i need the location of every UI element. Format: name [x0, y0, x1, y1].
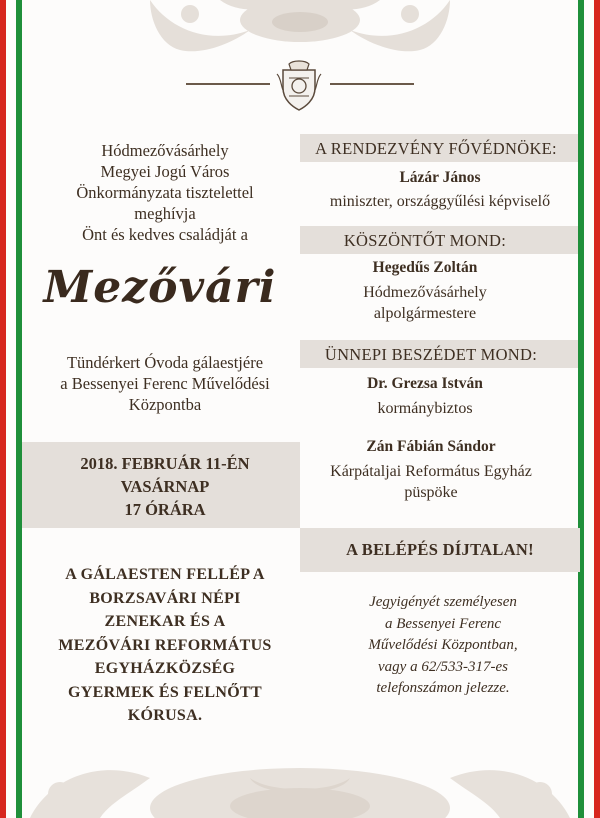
damask-ornament-icon — [0, 0, 600, 60]
damask-ornament-icon — [0, 698, 600, 818]
right-red-stripe — [594, 0, 600, 818]
contact-line: Jegyigényét személyesen — [369, 594, 517, 610]
performers-line: GYERMEK ÉS FELNŐTT — [68, 683, 262, 701]
speech-desc-2-line: Kárpátaljai Református Egyház — [330, 463, 532, 480]
greeting-desc — [300, 282, 550, 324]
contact-line: telefonszámon jelezze. — [376, 680, 510, 696]
contact-line: a Bessenyei Ferenc — [384, 615, 502, 632]
event-date — [40, 452, 290, 521]
performers-line: A GÁLAESTEN FELLÉP A — [65, 566, 265, 583]
speech-name: Dr. Grezsa István — [367, 375, 483, 392]
top-rule-left — [186, 83, 270, 85]
intro-text — [40, 140, 290, 245]
speech-name-2: Zán Fábián Sándor — [366, 438, 496, 455]
speech-label: ÜNNEPI BESZÉDET MOND: — [324, 345, 538, 364]
venue-line: Tündérkert Óvoda gálaestjére — [66, 353, 264, 372]
patron-label: A RENDEZVÉNY FŐVÉDNÖKE: — [315, 139, 557, 158]
performers-line: KÓRUSA. — [127, 707, 203, 724]
performers-line: MEZŐVÁRI REFORMÁTUS — [58, 636, 272, 654]
greeting-label: KÖSZÖNTŐT MOND: — [343, 231, 507, 250]
venue-text — [40, 352, 290, 415]
intro-line: Hódmezővásárhely — [101, 141, 229, 160]
left-red-stripe — [0, 0, 6, 818]
coat-of-arms-icon — [275, 60, 323, 112]
contact-line: vagy a 62/533-317-es — [378, 658, 508, 675]
date-line: VASÁRNAP — [120, 477, 210, 496]
left-green-stripe — [16, 0, 22, 818]
right-green-stripe — [578, 0, 584, 818]
performers-line: ZENEKAR ÉS A — [104, 613, 226, 630]
performers-line: BORZSAVÁRI NÉPI — [89, 589, 241, 607]
event-title: Mezővári — [43, 262, 277, 313]
top-rule-right — [330, 83, 414, 85]
speech-desc-2-line: püspöke — [404, 484, 458, 501]
patron-name: Lázár János — [399, 169, 481, 186]
date-line: 2018. FEBRUÁR 11-ÉN — [80, 454, 250, 473]
speech-desc: kormánybiztos — [377, 400, 473, 417]
contact-line: Művelődési Központban, — [368, 637, 518, 653]
speech-desc-2 — [300, 461, 562, 503]
venue-line: Központba — [128, 395, 202, 414]
greeting-desc-line: alpolgármestere — [373, 305, 477, 322]
greeting-name: Hegedűs Zoltán — [372, 259, 478, 276]
intro-line: meghívja — [134, 204, 196, 223]
venue-line: a Bessenyei Ferenc Művelődési — [60, 374, 270, 393]
intro-line: Önt és kedves családját a — [82, 225, 248, 244]
patron-desc: miniszter, országgyűlési képviselő — [329, 193, 551, 210]
greeting-desc-line: Hódmezővásárhely — [363, 284, 487, 301]
entry-label: A BELÉPÉS DÍJTALAN! — [346, 540, 534, 559]
performers-line: EGYHÁZKÖZSÉG — [94, 660, 236, 677]
contact-text — [318, 592, 568, 700]
intro-line: Önkormányzata tisztelettel — [76, 183, 254, 202]
date-line: 17 ÓRÁRA — [124, 500, 206, 519]
intro-line: Megyei Jogú Város — [100, 162, 230, 181]
